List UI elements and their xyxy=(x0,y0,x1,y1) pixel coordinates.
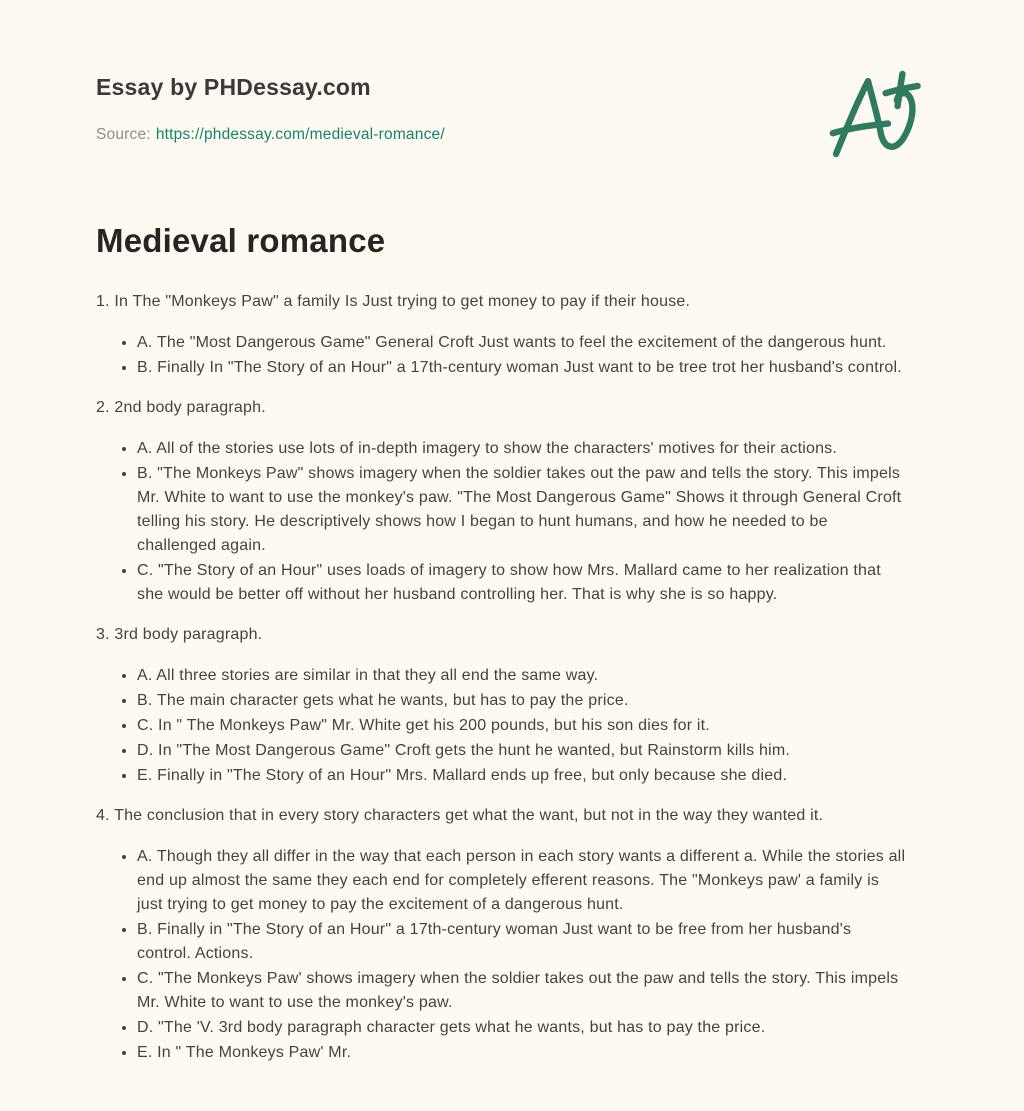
section-line xyxy=(96,396,906,420)
a-plus-logo-icon xyxy=(820,62,932,166)
section-line xyxy=(96,290,906,314)
essay-content xyxy=(96,220,924,1065)
section-text: 3rd body paragraph. xyxy=(114,626,263,643)
section-line xyxy=(96,623,906,647)
bullet-item: • E. Finally in "The Story of an Hour" Mrs. Mallard ends up free, but only because she died. xyxy=(137,764,907,788)
bullet-list xyxy=(96,437,907,607)
bullet-item: • B. "The Monkeys Paw" shows imagery when the soldier takes out the paw and tells the story. This impels Mr. White to want to use the monkey's paw. "The Most Dangerous Game" Shows it through General Croft telling his story. He descriptively shows how I began to hunt humans, and how he needed to be challenged again. xyxy=(137,462,907,558)
bullet-item: • B. The main character gets what he wants, but has to pay the price. xyxy=(137,689,907,713)
header-title: Essay by PHDessay.com xyxy=(96,74,371,100)
bullet-list xyxy=(96,845,907,1065)
bullet-item: • B. Finally In "The Story of an Hour" a 17th-century woman Just want to be tree trot her husband's control. xyxy=(137,356,907,380)
phdessay-logo xyxy=(820,62,932,166)
bullet-item: • A. All three stories are similar in that they all end the same way. xyxy=(137,664,907,688)
bullet-item: • C. "The Story of an Hour" uses loads of imagery to show how Mrs. Mallard came to her realization that she would be better off without her husband controlling her. That is why she is so happy. xyxy=(137,559,907,607)
essay-title: Medieval romance xyxy=(96,222,386,259)
bullet-item: • A. The "Most Dangerous Game" General Croft Just wants to feel the excitement of the dangerous hunt. xyxy=(137,331,907,355)
section-line xyxy=(96,804,906,828)
section-number: 4. xyxy=(96,807,110,824)
source-line xyxy=(96,125,924,144)
bullet-item: • A. Though they all differ in the way that each person in each story wants a different a. While the stories all end up almost the same they each end for completely efferent reasons. The "Monkeys paw' a family is just trying to get money to pay the excitement of a dangerous hunt. xyxy=(137,845,907,917)
essay-section xyxy=(96,290,924,380)
bullet-item: • E. In " The Monkeys Paw' Mr. xyxy=(137,1041,907,1065)
essay-section xyxy=(96,396,924,607)
section-text: The conclusion that in every story characters get what the want, but not in the way they wanted it. xyxy=(114,807,824,824)
bullet-item: • C. In " The Monkeys Paw" Mr. White get his 200 pounds, but his son dies for it. xyxy=(137,714,907,738)
bullet-item: • A. All of the stories use lots of in-depth imagery to show the characters' motives for their actions. xyxy=(137,437,907,461)
header xyxy=(96,74,924,144)
section-number: 2. xyxy=(96,399,110,416)
bullet-item: • D. In "The Most Dangerous Game" Croft gets the hunt he wanted, but Rainstorm kills him. xyxy=(137,739,907,763)
source-label: Source: xyxy=(96,126,151,143)
essay-section xyxy=(96,623,924,788)
essay-section xyxy=(96,804,924,1065)
section-number: 3. xyxy=(96,626,110,643)
bullet-item: • C. "The Monkeys Paw' shows imagery when the soldier takes out the paw and tells the story. This impels Mr. White to want to use the monkey's paw. xyxy=(137,967,907,1015)
section-text: In The "Monkeys Paw" a family Is Just trying to get money to pay if their house. xyxy=(114,293,691,310)
essay-sections xyxy=(96,290,924,1065)
bullet-item: • D. "The 'V. 3rd body paragraph character gets what he wants, but has to pay the price. xyxy=(137,1016,907,1040)
source-link[interactable]: https://phdessay.com/medieval-romance/ xyxy=(155,126,445,143)
section-text: 2nd body paragraph. xyxy=(114,399,266,416)
bullet-list xyxy=(96,664,907,788)
section-number: 1. xyxy=(96,293,110,310)
bullet-item: • B. Finally in "The Story of an Hour" a 17th-century woman Just want to be free from her husband's control. Actions. xyxy=(137,918,907,966)
bullet-list xyxy=(96,331,907,380)
